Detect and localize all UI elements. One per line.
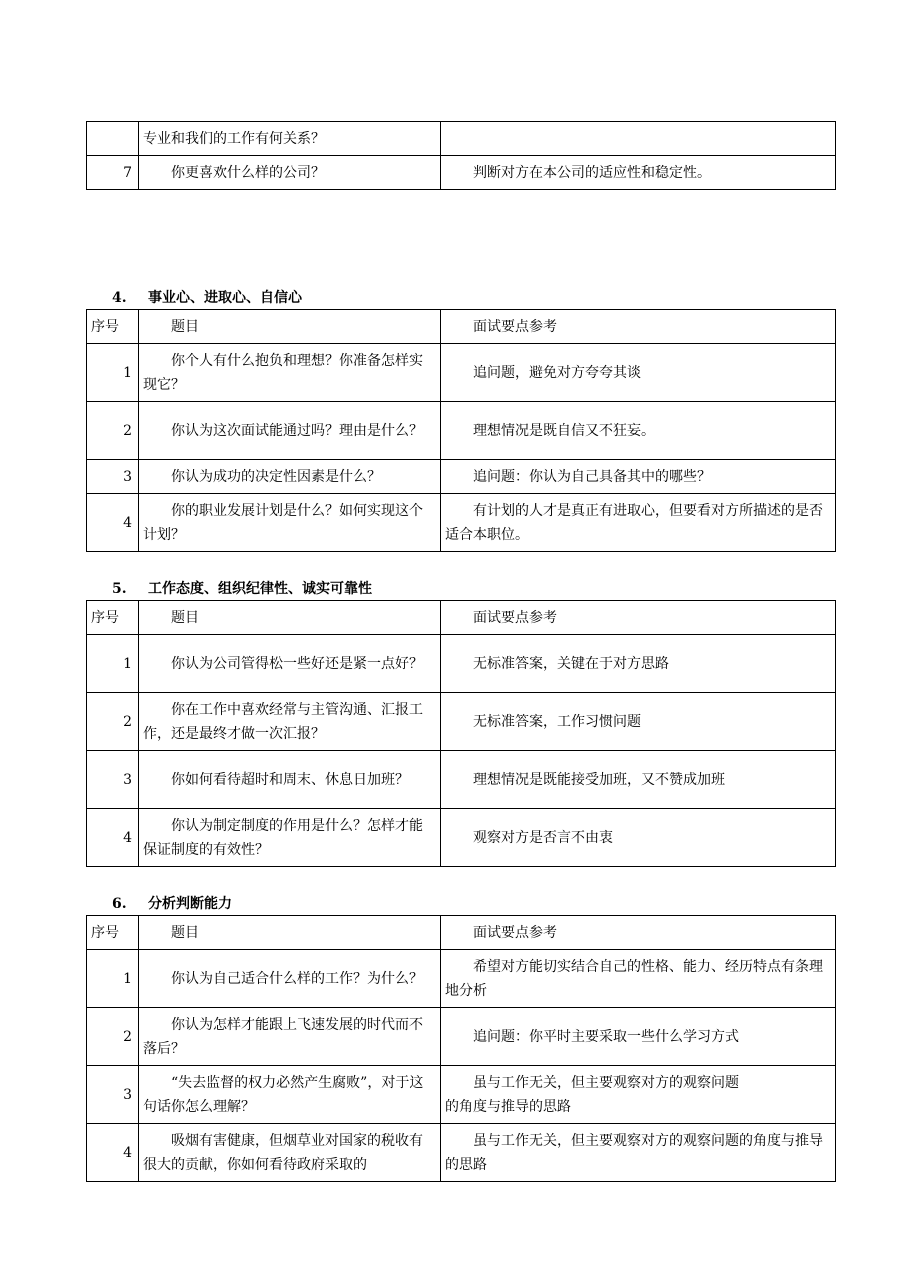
row-question: 你更喜欢什么样的公司？ bbox=[139, 156, 441, 190]
row-number: 4 bbox=[87, 809, 139, 867]
row-points: 判断对方在本公司的适应性和稳定性。 bbox=[441, 156, 836, 190]
header-points: 面试要点参考 bbox=[441, 601, 836, 635]
row-number: 1 bbox=[87, 344, 139, 402]
row-points: 有计划的人才是真正有进取心，但要看对方所描述的是否适合本职位。 bbox=[441, 494, 836, 552]
table-row bbox=[87, 635, 836, 693]
table-header-row bbox=[87, 601, 836, 635]
section-title: 分析判断能力 bbox=[148, 896, 232, 912]
row-number: 1 bbox=[87, 635, 139, 693]
row-points: 无标准答案，关键在于对方思路 bbox=[441, 635, 836, 693]
header-question: 题目 bbox=[139, 310, 441, 344]
table-row bbox=[87, 950, 836, 1008]
row-points: 虽与工作无关，但主要观察对方的观察问题的角度与推导的思路 bbox=[441, 1124, 836, 1182]
table-row bbox=[87, 809, 836, 867]
row-points: 追问题：你平时主要采取一些什么学习方式 bbox=[441, 1008, 836, 1066]
row-points: 无标准答案，工作习惯问题 bbox=[441, 693, 836, 751]
table-header-row bbox=[87, 916, 836, 950]
row-points: 观察对方是否言不由衷 bbox=[441, 809, 836, 867]
row-points: 理想情况是既自信又不狂妄。 bbox=[441, 402, 836, 460]
row-number: 2 bbox=[87, 402, 139, 460]
row-points: 追问题，避免对方夸夸其谈 bbox=[441, 344, 836, 402]
section-heading-4 bbox=[112, 288, 302, 308]
row-points-line-2: 的角度与推导的思路 bbox=[445, 1098, 571, 1115]
header-num: 序号 bbox=[87, 916, 139, 950]
row-points-line-1: 虽与工作无关，但主要观察对方的观察问题 bbox=[473, 1074, 739, 1091]
header-question: 题目 bbox=[139, 916, 441, 950]
table-row bbox=[87, 494, 836, 552]
table-header-row bbox=[87, 310, 836, 344]
row-question: 你认为制定制度的作用是什么？怎样才能保证制度的有效性？ bbox=[139, 809, 441, 867]
row-number: 2 bbox=[87, 1008, 139, 1066]
row-question: 你的职业发展计划是什么？如何实现这个计划？ bbox=[139, 494, 441, 552]
row-question: 你认为公司管得松一些好还是紧一点好？ bbox=[139, 635, 441, 693]
row-number: 3 bbox=[87, 751, 139, 809]
header-points: 面试要点参考 bbox=[441, 310, 836, 344]
row-question: 你认为自己适合什么样的工作？为什么？ bbox=[139, 950, 441, 1008]
header-points: 面试要点参考 bbox=[441, 916, 836, 950]
row-number: 1 bbox=[87, 950, 139, 1008]
row-points bbox=[441, 122, 836, 156]
row-question: 你如何看待超时和周末、休息日加班？ bbox=[139, 751, 441, 809]
row-number: 2 bbox=[87, 693, 139, 751]
row-question: 你认为这次面试能通过吗？理由是什么？ bbox=[139, 402, 441, 460]
header-question: 题目 bbox=[139, 601, 441, 635]
table-section-6 bbox=[86, 915, 836, 1182]
header-num: 序号 bbox=[87, 601, 139, 635]
row-number: 4 bbox=[87, 1124, 139, 1182]
row-points: 理想情况是既能接受加班，又不赞成加班 bbox=[441, 751, 836, 809]
row-question: 你个人有什么抱负和理想？你准备怎样实现它？ bbox=[139, 344, 441, 402]
row-points: 希望对方能切实结合自己的性格、能力、经历特点有条理地分析 bbox=[441, 950, 836, 1008]
table-row bbox=[87, 751, 836, 809]
row-number: 3 bbox=[87, 460, 139, 494]
table-row bbox=[87, 1008, 836, 1066]
table-section-4 bbox=[86, 309, 836, 552]
table-row bbox=[87, 156, 836, 190]
section-heading-6 bbox=[112, 894, 232, 914]
row-question: “失去监督的权力必然产生腐败”，对于这句话你怎么理解？ bbox=[139, 1066, 441, 1124]
row-question: 你在工作中喜欢经常与主管沟通、汇报工作，还是最终才做一次汇报？ bbox=[139, 693, 441, 751]
section-number: 6. bbox=[112, 896, 127, 912]
table-row bbox=[87, 344, 836, 402]
table-row bbox=[87, 1124, 836, 1182]
table-top bbox=[86, 121, 836, 190]
row-number: 3 bbox=[87, 1066, 139, 1124]
section-heading-5 bbox=[112, 579, 372, 599]
row-number bbox=[87, 122, 139, 156]
table-row bbox=[87, 693, 836, 751]
row-question: 专业和我们的工作有何关系？ bbox=[139, 122, 441, 156]
table-row bbox=[87, 1066, 836, 1124]
section-title: 工作态度、组织纪律性、诚实可靠性 bbox=[148, 581, 372, 597]
table-row bbox=[87, 402, 836, 460]
row-number: 4 bbox=[87, 494, 139, 552]
section-number: 5. bbox=[112, 581, 127, 597]
row-question: 你认为成功的决定性因素是什么？ bbox=[139, 460, 441, 494]
row-points: 追问题：你认为自己具备其中的哪些？ bbox=[441, 460, 836, 494]
table-section-5 bbox=[86, 600, 836, 867]
row-question: 吸烟有害健康，但烟草业对国家的税收有很大的贡献，你如何看待政府采取的 bbox=[139, 1124, 441, 1182]
table-row bbox=[87, 122, 836, 156]
section-number: 4. bbox=[112, 290, 127, 306]
section-title: 事业心、进取心、自信心 bbox=[148, 290, 302, 306]
table-row bbox=[87, 460, 836, 494]
header-num: 序号 bbox=[87, 310, 139, 344]
row-points bbox=[441, 1066, 836, 1124]
row-question: 你认为怎样才能跟上飞速发展的时代而不落后？ bbox=[139, 1008, 441, 1066]
row-number: 7 bbox=[87, 156, 139, 190]
